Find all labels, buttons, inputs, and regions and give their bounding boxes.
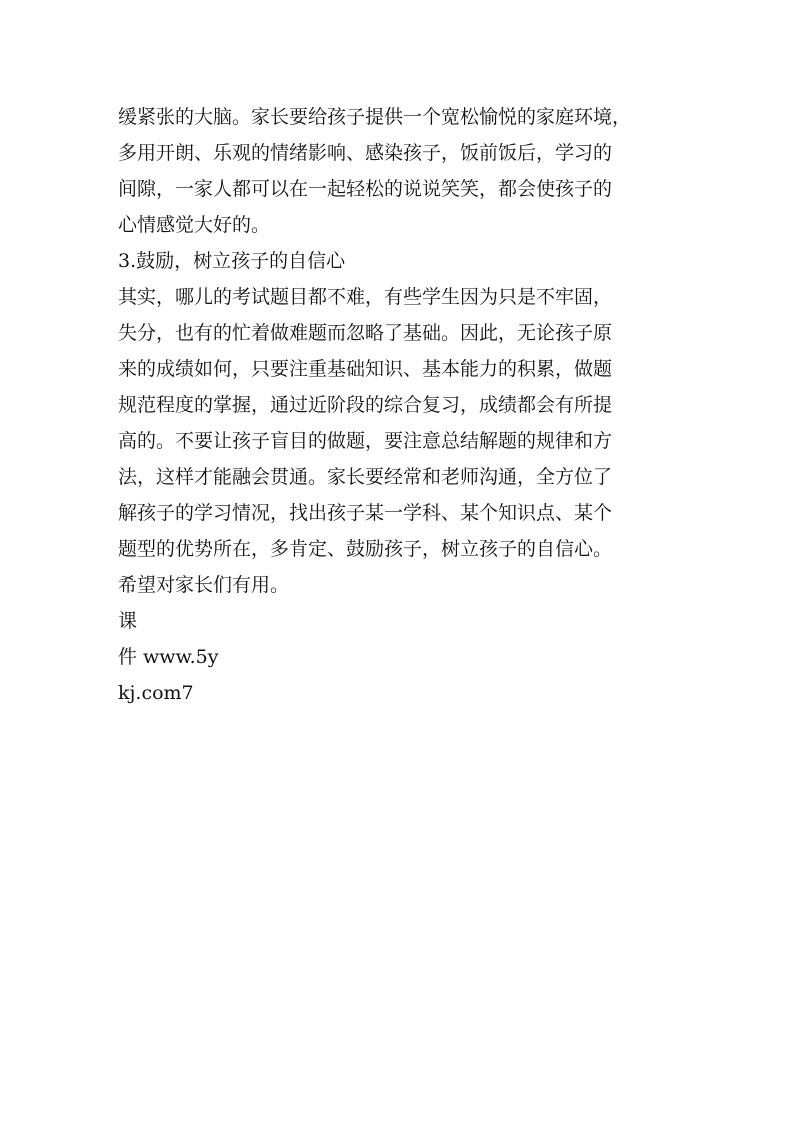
- footer-line: 课: [118, 610, 138, 632]
- paragraph-line: 来的成绩如何，只要注重基础知识、基本能力的积累，做题: [118, 358, 613, 380]
- paragraph-line: 希望对家长们有用。: [118, 574, 290, 596]
- paragraph-line: 其实，哪儿的考试题目都不难，有些学生因为只是不牢固，: [118, 286, 613, 308]
- paragraph-line: 规范程度的掌握，通过近阶段的综合复习，成绩都会有所提: [118, 394, 613, 416]
- paragraph-line: 缓紧张的大脑。家长要给孩子提供一个宽松愉悦的家庭环境，: [118, 106, 632, 128]
- paragraph-line: 解孩子的学习情况，找出孩子某一学科、某个知识点、某个: [118, 502, 613, 524]
- footer-line: 件 www.5y: [118, 646, 219, 668]
- paragraph-line: 题型的优势所在，多肯定、鼓励孩子，树立孩子的自信心。: [118, 538, 613, 560]
- paragraph-line: 心情感觉大好的。: [118, 214, 271, 236]
- paragraph-line: 多用开朗、乐观的情绪影响、感染孩子，饭前饭后，学习的: [118, 142, 613, 164]
- paragraph-line: 法，这样才能融会贯通。家长要经常和老师沟通，全方位了: [118, 466, 613, 488]
- document-body: [118, 99, 698, 711]
- paragraph-line: 间隙，一家人都可以在一起轻松的说说笑笑，都会使孩子的: [118, 178, 613, 200]
- paragraph-line: 高的。不要让孩子盲目的做题，要注意总结解题的规律和方: [118, 430, 613, 452]
- paragraph-line: 失分，也有的忙着做难题而忽略了基础。因此，无论孩子原: [118, 322, 613, 344]
- section-heading: 3.鼓励，树立孩子的自信心: [118, 250, 346, 272]
- footer-line: kj.com7: [118, 682, 194, 704]
